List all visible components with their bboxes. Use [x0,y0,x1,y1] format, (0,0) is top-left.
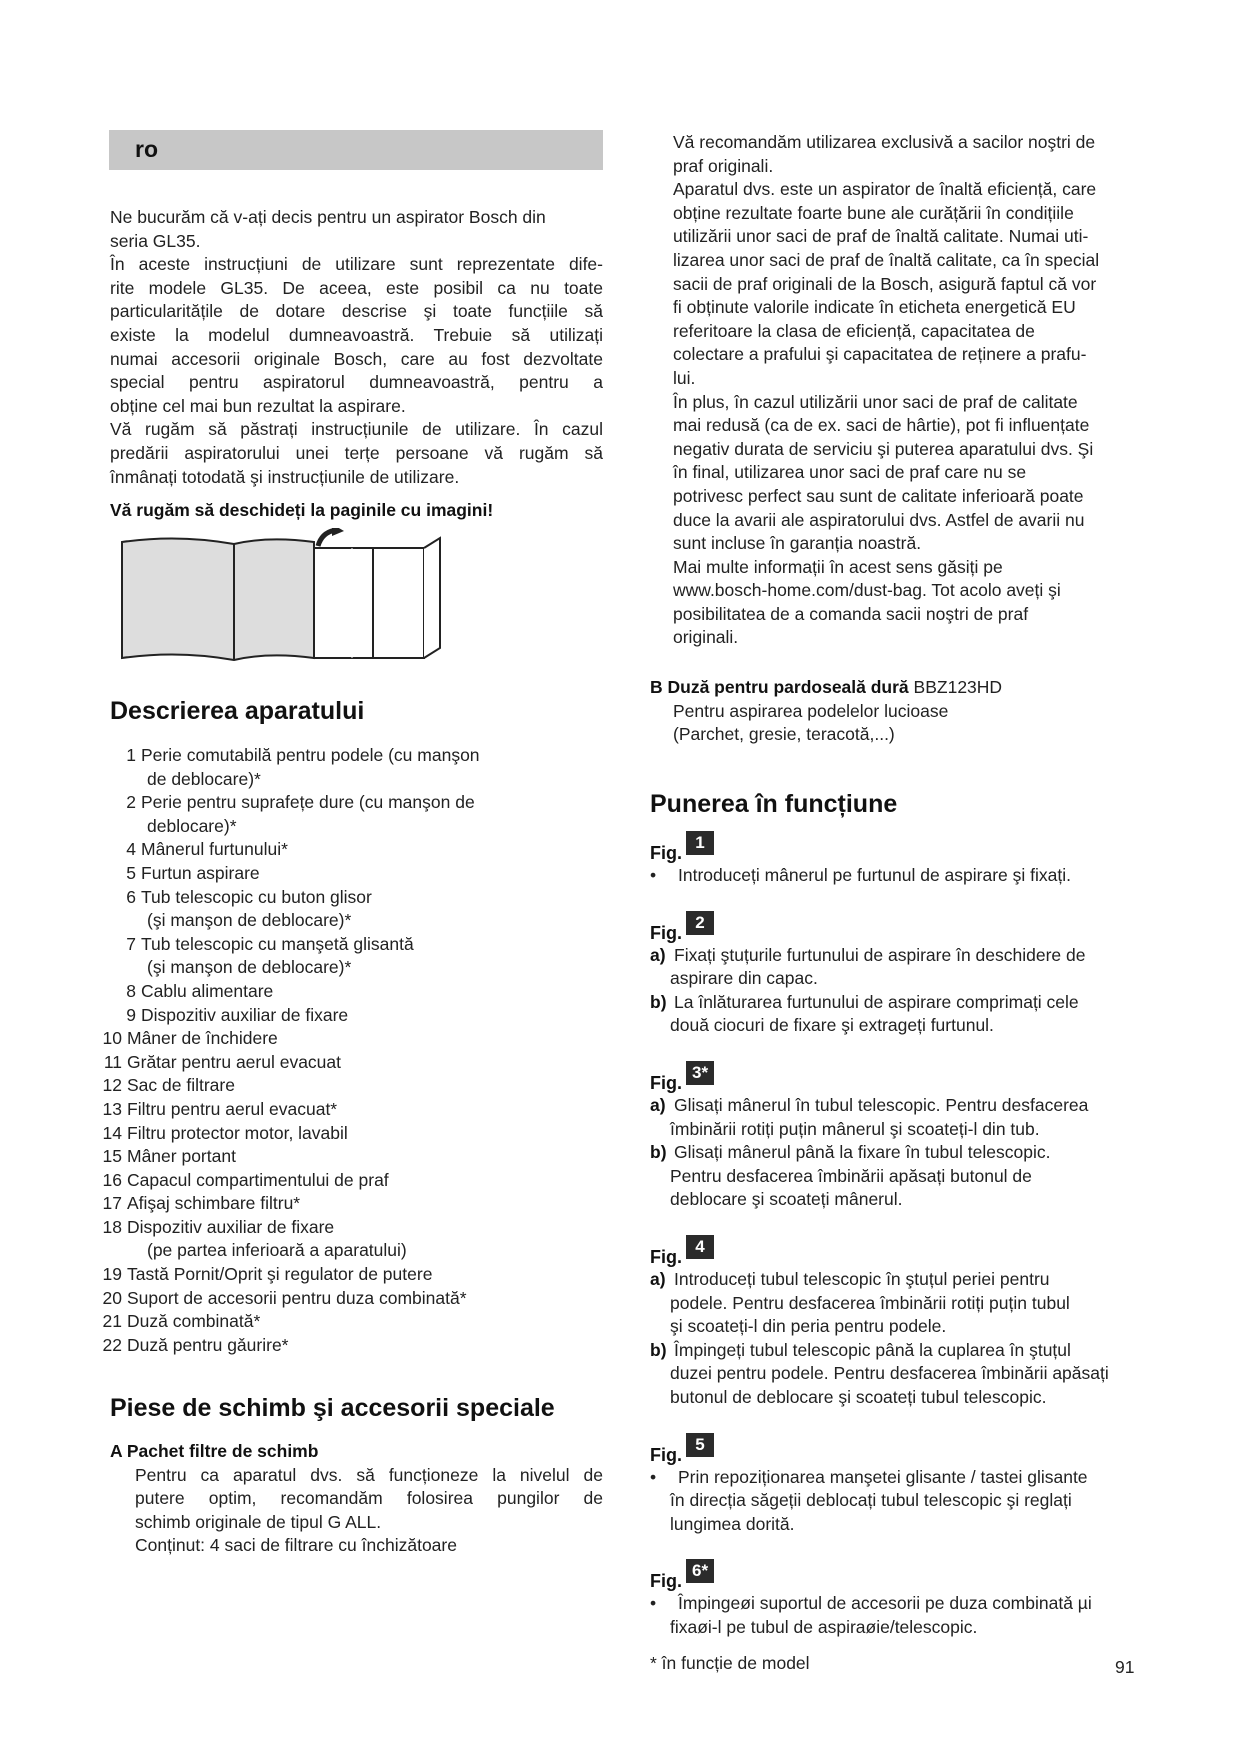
language-code: ro [135,136,158,162]
part-number: 21 [102,1311,122,1332]
part-label: Tub telescopic cu manşetă glisantă [141,933,414,954]
figure-number-badge: 1 [686,831,714,855]
intro-line: Ne bucurăm că v-ați decis pentru un aspirator Bosch din [110,207,546,227]
part-number: 22 [102,1334,122,1355]
dust-bag-link[interactable]: www.bosch-home.com/dust-bag [673,580,922,601]
intro-line: obține cel mai bun rezultat la aspirare. [110,395,406,416]
foldout-pages-illustration [118,528,448,666]
dust-bag-line: Vă recomandăm utilizarea exclusivă a sacilor noştri de [673,132,1096,152]
parts-list-item [110,838,603,862]
figure-step-5 [650,1432,1150,1537]
fig-text: Fig. [650,1246,682,1267]
description-title: Descrierea aparatului [110,697,365,725]
step-text: deblocare şi scoateți mânerul. [670,1189,903,1210]
part-label: Cablu alimentare [141,980,274,1001]
parts-list-item [102,1122,603,1146]
part-number: 19 [102,1264,122,1285]
step-text: La înlăturarea furtunului de aspirare comprimați cele [674,991,1079,1012]
spares-a-content: Conținut: 4 saci de filtrare cu închizătoare [135,1535,457,1556]
step-text: Introduceți mânerul pe furtunul de aspirare şi fixați. [678,865,1071,885]
figure-number-badge: 6* [686,1559,714,1583]
step-line [650,1339,1150,1363]
part-label: Duză pentru gǎurire* [127,1334,289,1355]
step-line [650,864,1150,888]
fig-text: Fig. [650,1072,682,1093]
figure-number-badge: 3* [686,1061,714,1085]
parts-list-item [102,1169,603,1193]
part-number: 17 [102,1193,122,1214]
intro-line: Vă rugăm să păstrați instrucțiunile de utilizare. În cazul [110,419,603,440]
step-line [650,1188,1150,1212]
figure-label [650,1432,1150,1466]
parts-list-item [102,1074,603,1098]
part-label-continued: (şi manşon de deblocare)* [147,910,352,931]
part-label: Mâner portant [127,1146,236,1167]
part-number: 15 [102,1146,122,1167]
step-line [650,1466,1150,1490]
part-number: 16 [102,1169,122,1190]
part-label: Grătar pentru aerul evacuat [127,1051,342,1072]
step-line [650,991,1150,1015]
parts-list-item [102,1192,603,1216]
step-text: podele. Pentru desfacerea îmbinării rotiți puțin tubul [670,1292,1070,1313]
part-label: Dispozitiv auxiliar de fixare [141,1004,349,1025]
language-bar [109,130,603,170]
spares-title: Piese de schimb şi accesorii speciale [110,1394,555,1422]
step-text: Pentru desfacerea îmbinării apăsați butonul de [670,1165,1032,1186]
step-line [650,1292,1150,1316]
figure-number-badge: 5 [686,1433,714,1457]
dust-bag-line: fi obținute valorile indicate în eticheta energetică EU [673,297,1076,318]
step-text: Împingeți tubul telescopic până la cuplarea în ştuțul [674,1339,1071,1360]
figure-step-3 [650,1060,1150,1212]
intro-text [110,206,603,489]
spares-section-a [110,1440,603,1558]
spares-section-b [650,676,1140,747]
figure-label [650,1234,1150,1268]
part-number: 11 [103,1051,122,1072]
part-number: 6 [126,886,136,907]
step-marker: a) [650,1094,666,1115]
step-marker: a) [650,944,666,965]
dust-bag-line: sacii de praf originali de la Bosch, asigură faptul că vor [673,273,1097,294]
parts-list [102,744,603,1357]
link-after-text: . Tot acolo aveți şi [922,580,1061,601]
step-line [650,967,1150,991]
parts-list-item [110,862,603,886]
open-pages-note: Vă rugăm să deschideți la paginile cu imagini! [110,500,494,520]
step-text: Fixați ştuțurile furtunului de aspirare în deschidere de [674,944,1086,965]
part-label: Dispozitiv auxiliar de fixare [127,1216,335,1237]
dust-bag-line: originali. [673,627,739,648]
step-text: două ciocuri de fixare şi extrageți furtunul. [670,1015,994,1036]
step-line [650,1592,1150,1616]
dust-bag-line: în final, utilizarea unor saci de praf care nu se [673,462,1027,483]
part-label: Perie comutabilă pentru podele (cu manşon [141,745,480,765]
spares-b-code: BBZ123HD [913,677,1003,697]
part-label: Perie pentru suprafețe dure (cu manşon de [141,792,475,813]
step-line [650,1513,1150,1537]
part-number: 4 [126,839,136,860]
intro-line: numai accesorii originale Bosch, care au fost dezvoltate [110,348,603,369]
step-marker: b) [650,1142,667,1163]
dust-bag-line: sunt incluse în garanția noastră. [673,533,922,554]
fig-text: Fig. [650,1444,682,1465]
dust-bag-line: Mai multe informații în acest sens găsiți pe [673,556,1003,577]
part-label-continued: deblocare)* [147,815,237,836]
step-line [650,1141,1150,1165]
step-line [650,1094,1150,1118]
part-label: Tastă Pornit/Oprit şi regulator de putere [127,1264,433,1285]
bullet-icon: • [650,865,657,885]
parts-list-item [110,980,603,1004]
step-marker: a) [650,1268,666,1289]
intro-line: înmânați totodată şi instrucțiunile de utilizare. [110,466,460,487]
parts-list-item [102,1334,603,1358]
parts-list-item [110,933,603,957]
step-line [650,1362,1150,1386]
dust-bag-line: colectare a prafului şi capacitatea de reținere a prafu- [673,344,1087,365]
step-text: în direcția săgeții deblocați tubul telescopic şi reglați [670,1490,1072,1511]
step-line [650,1118,1150,1142]
part-label: Mânerul furtunului* [141,839,288,860]
intro-line: existe la modelul dumneavoastră. Trebuie să utilizați [110,324,603,345]
part-number: 5 [126,862,136,883]
parts-list-item [110,744,603,768]
figure-step-4 [650,1234,1150,1410]
bullet-icon: • [650,1466,657,1487]
step-line [650,1268,1150,1292]
part-label: Furtun aspirare [141,862,260,883]
part-label-continued: de deblocare)* [147,768,261,789]
part-label: Mâner de închidere [127,1028,278,1049]
bullet-icon: • [650,1593,657,1614]
spares-b-title: B Duză pentru pardoseală dură [650,677,909,697]
footnote: * în funcție de model [650,1653,810,1673]
parts-list-item [110,1004,603,1028]
part-label: Suport de accesorii pentru duza combinată* [127,1287,467,1308]
part-number: 1 [126,745,136,765]
part-number: 20 [102,1287,122,1308]
dust-bag-line: lui. [673,367,696,388]
step-text: fixaøi-l pe tubul de aspiraøie/telescopic. [670,1616,978,1637]
part-number: 8 [126,980,136,1001]
step-text: şi scoateți-l din peria pentru podele. [670,1316,947,1337]
step-text: butonul de deblocare şi scoateți tubul telescopic. [670,1386,1047,1407]
dust-bag-line: potrivesc perfect sau sunt de calitate inferioară poate [673,485,1084,506]
dust-bag-line: obține rezultate foarte bune ale curățării în condițiile [673,202,1074,223]
dust-bag-line: duce la avarii ale aspiratorului dvs. Astfel de avarii nu [673,509,1085,530]
figure-step-6 [650,1558,1150,1639]
figure-step-2 [650,910,1150,1038]
intro-line: particularitățile de dotare descrise şi toate funcțiile să [110,301,603,322]
part-number: 14 [102,1122,122,1143]
parts-list-item [102,1216,603,1240]
dust-bag-info [673,131,1143,650]
step-marker: b) [650,991,667,1012]
step-line [650,1315,1150,1339]
figure-label [650,910,1150,944]
figure-number-badge: 2 [686,911,714,935]
step-line [650,1616,1150,1640]
part-label: Afişaj schimbare filtru* [127,1193,301,1214]
intro-line: special pentru aspiratorul dumneavoastră, pentru a [110,372,603,393]
part-label: Duză combinată* [127,1311,261,1332]
step-text: îmbinării rotiți puțin mânerul şi scoateți-l din tub. [670,1118,1040,1139]
page-number: 91 [1115,1657,1135,1677]
step-line [650,1165,1150,1189]
spares-b-line: Pentru aspirarea podelelor lucioase [673,700,949,721]
parts-list-item [110,791,603,815]
step-line [650,1014,1150,1038]
figure-step-1 [650,830,1150,888]
parts-list-item [102,1287,603,1311]
part-number: 12 [102,1075,122,1096]
dust-bag-line: utilizării unor saci de praf de înaltă calitate. Numai uti- [673,226,1089,247]
startup-steps [650,830,1150,1639]
spares-a-title: A Pachet filtre de schimb [110,1441,319,1461]
part-label-continued: (pe partea inferioară a aparatului) [147,1240,407,1261]
dust-bag-line: praf originali. [673,155,774,176]
fig-text: Fig. [650,1571,682,1592]
step-text: Împingeøi suportul de accesorii pe duza combinatǎ µi [678,1593,1092,1614]
step-text: lungimea dorită. [670,1513,795,1534]
intro-line: rite modele GL35. De aceea, este posibil ca nu toate [110,277,603,298]
startup-title: Punerea în funcțiune [650,790,898,818]
parts-list-item [102,1310,603,1334]
dust-bag-line: Aparatul dvs. este un aspirator de înaltă eficiență, care [673,179,1097,200]
part-label: Sac de filtrare [127,1075,235,1096]
intro-line: predării aspiratorului unei terțe persoane vă rugăm să [110,442,603,463]
parts-list-item [102,1263,603,1287]
fig-text: Fig. [650,922,682,943]
step-text: Glisați mânerul în tubul telescopic. Pentru desfacerea [674,1094,1089,1115]
parts-list-item [102,1145,603,1169]
part-number: 7 [126,933,136,954]
step-line [650,944,1150,968]
dust-bag-line: mai redusă (ca de ex. saci de hârtie), pot fi influențate [673,415,1090,436]
part-label: Filtru pentru aerul evacuat* [127,1098,338,1119]
dust-bag-line: referitoare la clasa de eficiență, capacitatea de [673,320,1035,341]
fig-text: Fig. [650,843,682,863]
dust-bag-line: posibilitatea de a comanda sacii noştri de praf [673,603,1029,624]
parts-list-item [110,886,603,910]
part-label-continued: (şi manşon de deblocare)* [147,957,352,978]
spares-a-line: schimb originale de tipul G ALL. [135,1511,382,1532]
step-text: Introduceți tubul telescopic în ştuțul periei pentru [674,1268,1050,1289]
spares-a-line: putere optim, recomandăm folosirea pungilor de [135,1488,603,1509]
part-label: Filtru protector motor, lavabil [127,1122,348,1143]
step-line [650,1386,1150,1410]
step-marker: b) [650,1339,667,1360]
step-text: Prin repoziționarea manşetei glisante / tastei glisante [678,1466,1088,1487]
intro-line: seria GL35. [110,230,201,251]
figure-label [650,1060,1150,1094]
step-text: duzei pentru podele. Pentru desfacerea îmbinării apăsați [670,1363,1109,1384]
parts-list-item [103,1051,603,1075]
parts-list-item [102,1027,603,1051]
part-label: Tub telescopic cu buton glisor [141,886,372,907]
part-label: Capacul compartimentului de praf [127,1169,389,1190]
dust-bag-line: negativ durata de serviciu şi puterea aparatului dvs. Şi [673,438,1094,459]
figure-label [650,1558,1150,1592]
part-number: 18 [102,1216,122,1237]
step-text: aspirare din capac. [670,968,818,989]
part-number: 10 [102,1028,122,1049]
figure-number-badge: 4 [686,1235,714,1259]
spares-a-line: Pentru ca aparatul dvs. să funcționeze la nivelul de [135,1464,603,1485]
part-number: 13 [102,1098,122,1119]
spares-b-line: (Parchet, gresie, teracotă,...) [673,724,895,745]
dust-bag-line: lizarea unor saci de praf de înaltă calitate, ca în special [673,249,1100,270]
parts-list-item [102,1098,603,1122]
part-number: 9 [126,1004,136,1025]
part-number: 2 [126,792,136,813]
intro-line: În aceste instrucțiuni de utilizare sunt reprezentate dife- [110,254,603,275]
step-line [650,1489,1150,1513]
step-text: Glisați mânerul până la fixare în tubul telescopic. [674,1142,1051,1163]
dust-bag-line: În plus, în cazul utilizării unor saci de praf de calitate [673,391,1078,412]
figure-label [650,830,1150,864]
